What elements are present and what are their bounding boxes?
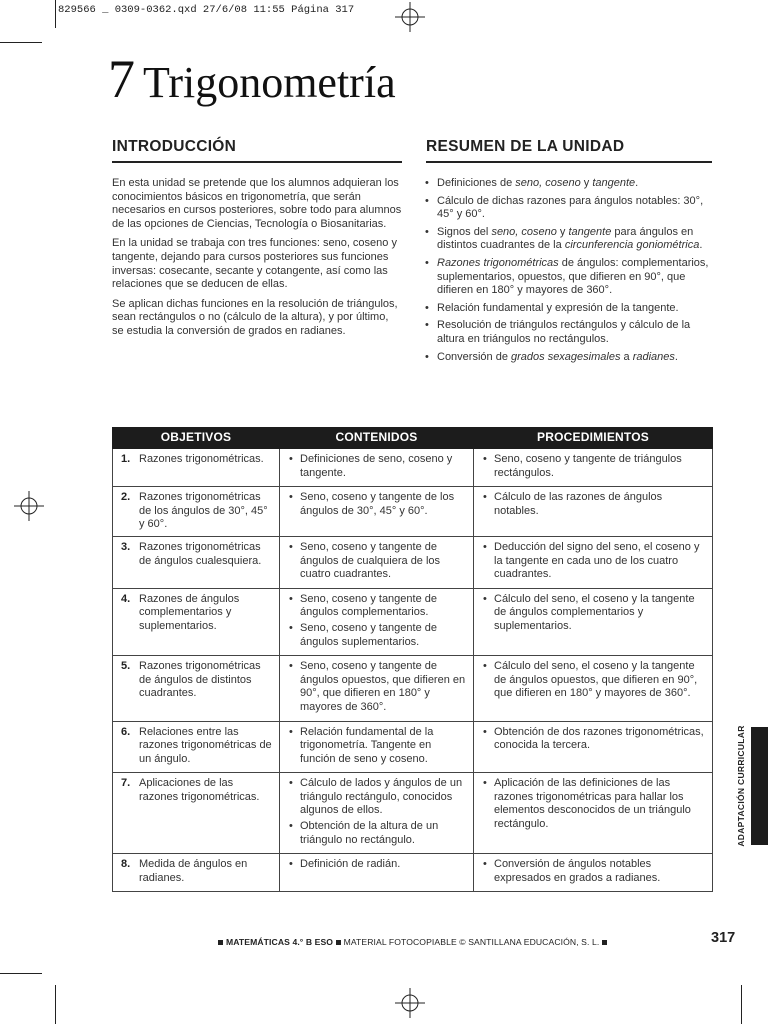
summary-item: • Relación fundamental y expresión de la tangente. [424,302,714,316]
procedure-list [480,777,706,831]
procedure-item: • Cálculo del seno, el coseno y la tangente de ángulos complementarios y suplementarios. [480,593,706,634]
side-tab-bar [751,727,768,845]
procedure-list [480,453,706,480]
summary-heading: RESUMEN DE LA UNIDAD [426,138,625,155]
procedure-cell [474,656,713,721]
objective [119,726,273,767]
summary-item: • Conversión de grados sexagesimales a radianes. [424,351,714,365]
table-row [113,588,713,655]
content-list [286,541,467,582]
objective-cell [113,656,280,721]
table-row [113,721,713,773]
objective-text: Razones trigonométricas de los ángulos de 30°, 45° y 60°. [139,491,268,531]
objective [119,593,273,634]
summary-item: • Cálculo de dichas razones para ángulos notables: 30°, 45° y 60°. [424,195,714,222]
procedure-list [480,726,706,753]
crop-mark [0,973,42,974]
column-header-contents: CONTENIDOS [280,428,474,449]
table-row [113,449,713,487]
procedure-cell [474,773,713,854]
footer-rights: MATERIAL FOTOCOPIABLE © SANTILLANA EDUCACIÓN, S. L. [343,937,600,947]
crop-mark [741,985,742,1024]
chapter-name: Trigonometría [143,58,396,107]
objective-number: 3. [121,540,131,553]
procedure-list [480,858,706,885]
procedure-list [480,541,706,582]
footer-book: MATEMÁTICAS 4.° B ESO [226,937,334,947]
content-item: • Seno, coseno y tangente de los ángulos de 30°, 45° y 60°. [286,491,467,518]
section-rule [426,161,712,163]
square-bullet-icon [336,940,341,945]
procedure-list [480,660,706,701]
content-list [286,593,467,649]
content-item: • Definición de radián. [286,858,467,872]
summary-list [424,177,714,368]
objective-text: Razones de ángulos complementarios y suplementarios. [139,592,240,632]
crop-mark [0,42,42,43]
objective-text: Razones trigonométricas de ángulos de distintos cuadrantes. [139,660,261,700]
content-cell [280,656,474,721]
content-item: • Definiciones de seno, coseno y tangente. [286,453,467,480]
procedure-cell [474,721,713,773]
summary-item: • Definiciones de seno, coseno y tangente. [424,177,714,191]
introduction-paragraph: En la unidad se trabaja con tres funciones: seno, coseno y tangente, dejando para cursos posteriores sus funciones inversas: cosecante, secante y cotangente, así como las relaciones que se deducen de ellas. [112,237,397,291]
objective-number: 8. [121,858,131,871]
objective-text: Razones trigonométricas. [139,453,264,465]
objective [119,858,273,885]
objective-number: 4. [121,592,131,605]
summary-item: • Resolución de triángulos rectángulos y cálculo de la altura en triángulos no rectángulos. [424,319,714,346]
objective-text: Medida de ángulos en radianes. [139,858,248,884]
content-item: • Seno, coseno y tangente de ángulos de cualquiera de los cuatro cuadrantes. [286,541,467,582]
objective-number: 7. [121,777,131,790]
summary-item: • Signos del seno, coseno y tangente para ángulos en distintos cuadrantes de la circunferencia goniométrica. [424,226,714,253]
objective-number: 1. [121,453,131,465]
content-list [286,491,467,518]
chapter-number: 7 [108,49,135,109]
procedure-item: • Obtención de dos razones trigonométricas, conocida la tercera. [480,726,706,753]
page-number: 317 [711,930,736,946]
objective [119,541,273,568]
objective-cell [113,854,280,892]
registration-mark-icon [395,2,425,32]
procedure-cell [474,487,713,537]
objective [119,660,273,701]
objective-cell [113,773,280,854]
printer-slug: 829566 _ 0309-0362.qxd 27/6/08 11:55 Página 317 [58,4,355,16]
objectives-table [112,427,713,892]
content-cell [280,588,474,655]
procedure-cell [474,449,713,487]
objective [119,491,273,532]
procedure-item: • Deducción del signo del seno, el coseno y la tangente en cada uno de los cuatro cuadrantes. [480,541,706,582]
objective-number: 5. [121,660,131,673]
chapter-title [108,48,396,110]
footer [218,937,610,947]
objective-text: Aplicaciones de las razones trigonométricas. [139,777,260,803]
content-list [286,777,467,847]
introduction-heading: INTRODUCCIÓN [112,138,237,155]
objective-cell [113,449,280,487]
procedure-cell [474,536,713,588]
column-header-objectives: OBJETIVOS [113,428,280,449]
content-item: • Obtención de la altura de un triángulo no rectángulo. [286,820,467,847]
procedure-cell [474,588,713,655]
objective-number: 2. [121,491,131,504]
content-cell [280,487,474,537]
content-item: • Seno, coseno y tangente de ángulos opuestos, que difieren en 90°, que difieren en 180° y mayores de 360°. [286,660,467,714]
registration-mark-icon [395,988,425,1018]
content-item: • Seno, coseno y tangente de ángulos complementarios. [286,593,467,620]
objective-cell [113,721,280,773]
table-row [113,487,713,537]
procedure-list [480,491,706,518]
objective-number: 6. [121,725,131,738]
introduction-text [112,177,402,345]
objective [119,453,273,467]
table-row [113,854,713,892]
content-list [286,858,467,872]
table-row [113,656,713,721]
objective-cell [113,536,280,588]
table-row [113,773,713,854]
content-list [286,660,467,714]
content-item: • Seno, coseno y tangente de ángulos suplementarios. [286,622,467,649]
objective [119,777,273,804]
content-cell [280,773,474,854]
content-cell [280,854,474,892]
content-cell [280,536,474,588]
procedure-item: • Seno, coseno y tangente de triángulos rectángulos. [480,453,706,480]
square-bullet-icon [602,940,607,945]
procedure-item: • Cálculo de las razones de ángulos notables. [480,491,706,518]
procedure-item: • Aplicación de las definiciones de las razones trigonométricas para hallar los elementos desconocidos de un triángulo rectángulo. [480,777,706,831]
content-cell [280,721,474,773]
objective-text: Relaciones entre las razones trigonométricas de un ángulo. [139,725,272,765]
crop-mark [55,0,56,28]
introduction-paragraph: Se aplican dichas funciones en la resolución de triángulos, sean rectángulos o no (cálculo de la altura), y por último, se estudia la conversión de grados en radianes. [112,297,398,337]
introduction-paragraph: En esta unidad se pretende que los alumnos adquieran los conocimientos básicos en trigonometría, que serán necesarios en cursos posteriores, sobre todo para alumnos de las opciones de Ciencias, Tecnología o Biosanitarias. [112,177,402,230]
objective-cell [113,588,280,655]
column-header-procedures: PROCEDIMIENTOS [474,428,713,449]
content-list [286,726,467,767]
section-rule [112,161,402,163]
objective-cell [113,487,280,537]
procedure-item: • Cálculo del seno, el coseno y la tangente de ángulos opuestos, que difieren en 90°, que difieren en 180° y mayores de 360°. [480,660,706,701]
summary-item: • Razones trigonométricas de ángulos: complementarios, suplementarios, opuestos, que difieren en 90°, que difieren en 180° y mayores de 360°. [424,257,714,298]
content-list [286,453,467,480]
registration-mark-icon [14,491,44,521]
table-row [113,536,713,588]
content-cell [280,449,474,487]
content-item: • Cálculo de lados y ángulos de un triángulo rectángulo, conocidos algunos de ellos. [286,777,467,818]
procedure-list [480,593,706,634]
procedure-cell [474,854,713,892]
content-item: • Relación fundamental de la trigonometría. Tangente en función de seno y coseno. [286,726,467,767]
square-bullet-icon [218,940,223,945]
procedure-item: • Conversión de ángulos notables expresados en grados a radianes. [480,858,706,885]
objective-text: Razones trigonométricas de ángulos cualesquiera. [139,540,262,567]
side-tab-label: ADAPTACIÓN CURRICULAR [736,725,746,847]
crop-mark [55,985,56,1024]
